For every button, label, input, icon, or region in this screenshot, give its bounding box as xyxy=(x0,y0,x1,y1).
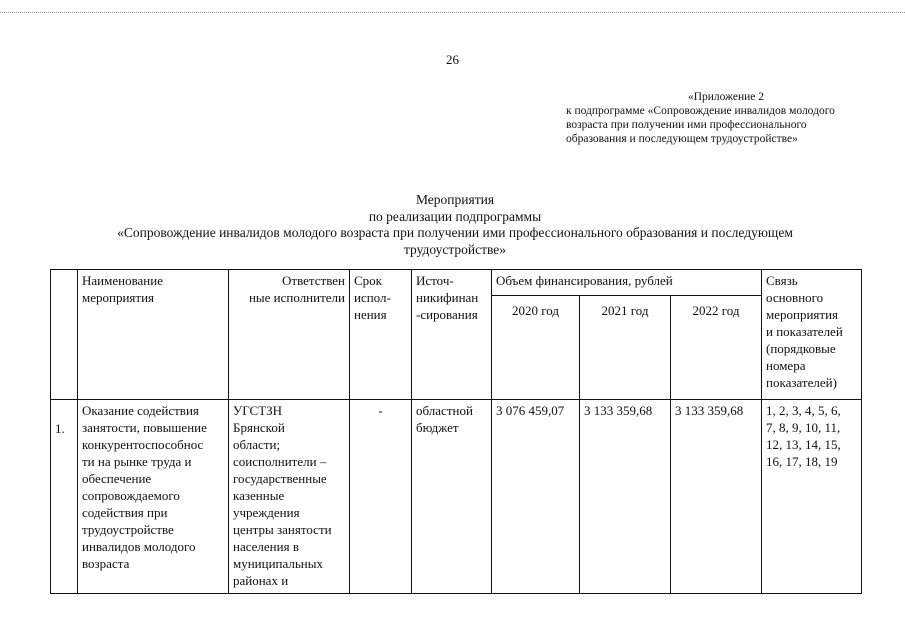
header-year-2022: 2022 год xyxy=(671,296,762,400)
header-source: Источ- никифинан -сирования xyxy=(412,270,492,400)
row-funding-2022: 3 133 359,68 xyxy=(671,400,762,594)
heading-line: по реализации подпрограммы xyxy=(368,208,542,224)
header-responsible: Ответствен ные исполнители xyxy=(229,270,350,400)
header-name: Наименование мероприятия xyxy=(78,270,229,400)
page-number: 26 xyxy=(446,52,459,67)
row-term: - xyxy=(350,400,412,594)
table-header-row xyxy=(51,270,862,296)
row-indicator-links: 1, 2, 3, 4, 5, 6, 7, 8, 9, 10, 11, 12, 13, 14, 15, 16, 17, 18, 19 xyxy=(762,400,862,594)
row-funding-2020: 3 076 459,07 xyxy=(492,400,580,594)
appendix-line: к подпрограмме «Сопровождение инвалидов молодого xyxy=(566,105,835,117)
heading-line: трудоустройстве» xyxy=(403,241,507,257)
appendix-line: возраста при получении ими профессионального xyxy=(566,119,807,131)
header-link: Связь основного мероприятия и показателей (порядковые номера показателей) xyxy=(762,270,862,400)
header-funding: Объем финансирования, рублей xyxy=(492,270,762,296)
scan-artifact-line xyxy=(0,12,905,13)
appendix-note xyxy=(566,90,886,146)
row-number: 1. xyxy=(51,400,78,594)
appendix-title: «Приложение 2 xyxy=(687,91,765,103)
header-num-cell xyxy=(51,270,78,400)
header-year-2020: 2020 год xyxy=(492,296,580,400)
header-year-2021: 2021 год xyxy=(580,296,671,400)
heading-line: «Сопровождение инвалидов молодого возраста при получении ими профессионального образования и последующем xyxy=(117,225,793,240)
measures-table xyxy=(50,269,862,594)
table-row xyxy=(51,400,862,594)
row-responsible: УГСТЗН Брянской области; соисполнители – государственные казенные учреждения центры занятости населения в муниципальных районах и xyxy=(229,400,350,594)
row-source: областной бюджет xyxy=(412,400,492,594)
appendix-line: образования и последующем трудоустройстве» xyxy=(566,133,798,145)
row-funding-2021: 3 133 359,68 xyxy=(580,400,671,594)
heading-line: Мероприятия xyxy=(415,192,495,207)
header-term: Срок испол- нения xyxy=(350,270,412,400)
row-name: Оказание содействия занятости, повышение конкурентоспособнос ти на рынке труда и обеспечение сопровождаемого содействия при трудоустройстве инвалидов молодого возраста xyxy=(78,400,229,594)
document-heading xyxy=(40,192,870,258)
